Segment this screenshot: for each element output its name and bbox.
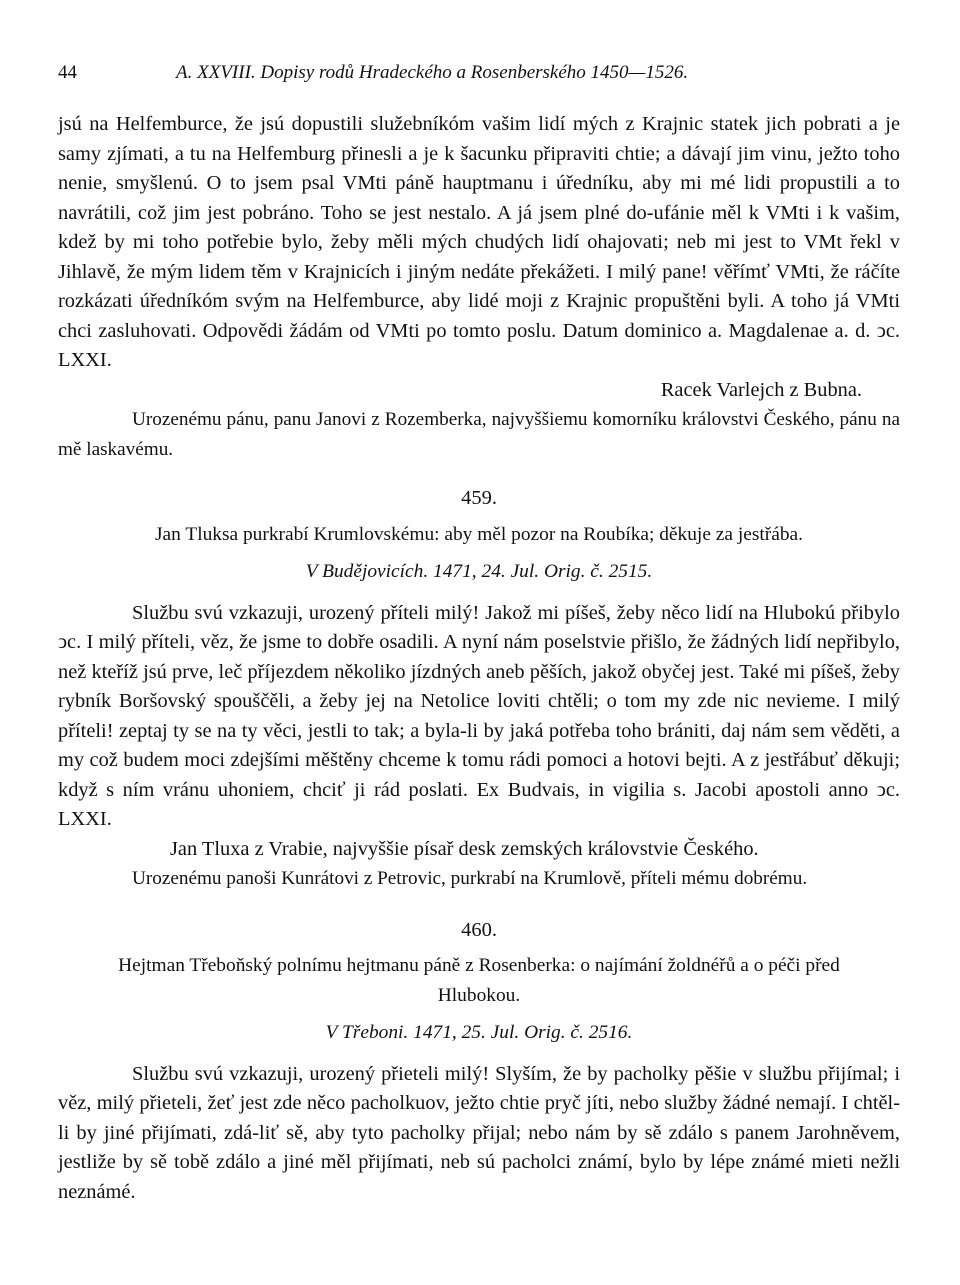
letter-address: Urozenému panoši Kunrátovi z Petrovic, purkrabí na Krumlově, příteli mému dobrému. (132, 868, 808, 889)
document-page (58, 58, 900, 1207)
letter-signature: Jan Tluxa z Vrabie, najvyššie písař desk zemských královstvie Českého. (170, 837, 759, 860)
running-title: A. XXVIII. Dopisy rodů Hradeckého a Rosenberského 1450—1526. (176, 62, 689, 83)
letter-body: Službu svú vzkazuji, urozený přieteli milý! Slyším, že by pacholky pěšie v službu přijímal; i věz, milý přieteli, žeť jest zde něco pacholkuov, ježto chtie pryč jíti, nebo služby žádné nemají. I chtěl-li by jiné přijímati, zdá-liť sě, aby tyto pacholky přijal; nebo nám by sě zdálo s panem Jarohněvem, jestliže by sě tobě zdálo a jiné měl přijímati, neb sú pacholci známí, bylo by lépe známé mieti nežli neznámé. (58, 1062, 900, 1203)
document-dateline: V Budějovicích. 1471, 24. Jul. Orig. č. 2515. (305, 561, 653, 582)
page-number: 44 (58, 62, 77, 83)
document-number: 459. (461, 487, 497, 509)
document-summary: Jan Tluksa purkrabí Krumlovskému: aby měl pozor na Roubíka; děkuje za jestřába. (155, 523, 803, 545)
letter-continuation-body: jsú na Helfemburce, že jsú dopustili služebníkóm vašim lidí mých z Krajnic statek jich pobrati a je samy zjímati, a tu na Helfemburg přinesli a je k šacunku připraviti chtie; a dávají jim vinu, ježto toho nenie, smyšlenú. O to jsem psal VMti páně hauptmanu i úředníku, aby mi mé lidi propustili a to navrátili, což jim jest pobráno. Toho se jest nestalo. A já jsem plné do-ufánie měl k VMti i k vašim, kdež by mi toho potřebie bylo, žeby měli mých chudých lidí ohajovati; neb mi jest to VMt řekl v Jihlavě, že mým lidem těm v Krajnicích i jiným nedáte překážeti. I milý pane! věřímť VMti, že ráčíte rozkázati úředníkóm svým na Helfemburce, aby lidé moji z Krajnic propuštěni byli. A toho já VMti chci zasluhovati. Odpovědi žádám od VMti po tomto poslu. Datum dominico a. Magdalenae a. d. ͻc. LXXI. (58, 113, 900, 371)
running-header (58, 58, 900, 88)
document-summary: Hejtman Třeboňský polnímu hejtmanu páně z Rosenberka: o najímání žoldnéřů a o péči před Hlubokou. (118, 955, 840, 1006)
letter-body: Službu svú vzkazuji, urozený příteli milý! Jakož mi píšeš, žeby něco lidí na Hlubokú přibylo ͻc. I milý příteli, věz, že jsme to dobře osadili. A nyní nám poselstvie přišlo, že žádných lidí nepřibylo, než kteříž jsú prve, leč příjezdem několiko jízdných aneb pěších, jakož obyčej jest. Také mi píšeš, žeby rybník Boršovský spouščěli, a žeby jej na Netolice loviti chtěli; o tom my zde nic nevieme. I milý příteli! zeptaj ty se na ty věci, jestli to tak; a byla-li by jaká potřeba toho brániti, daj nám sem věděti, a my což budem moci zdejšími měštěny chceme k tomu rádi pomoci a hotovi bejti. A z jestřábuť děkuji; když s ním vránu uhoniem, chciť ji rád poslati. Ex Budvais, in vigilia s. Jacobi apostoli anno ͻc. LXXI. (58, 601, 900, 830)
letter-address: Urozenému pánu, panu Janovi z Rozemberka, najvyššiemu komorníku královstvi Českého, pánu na mě laskavému. (58, 409, 900, 460)
letter-signature: Racek Varlejch z Bubna. (660, 378, 862, 401)
document-dateline: V Třeboni. 1471, 25. Jul. Orig. č. 2516. (325, 1022, 633, 1043)
document-number: 460. (461, 918, 497, 941)
